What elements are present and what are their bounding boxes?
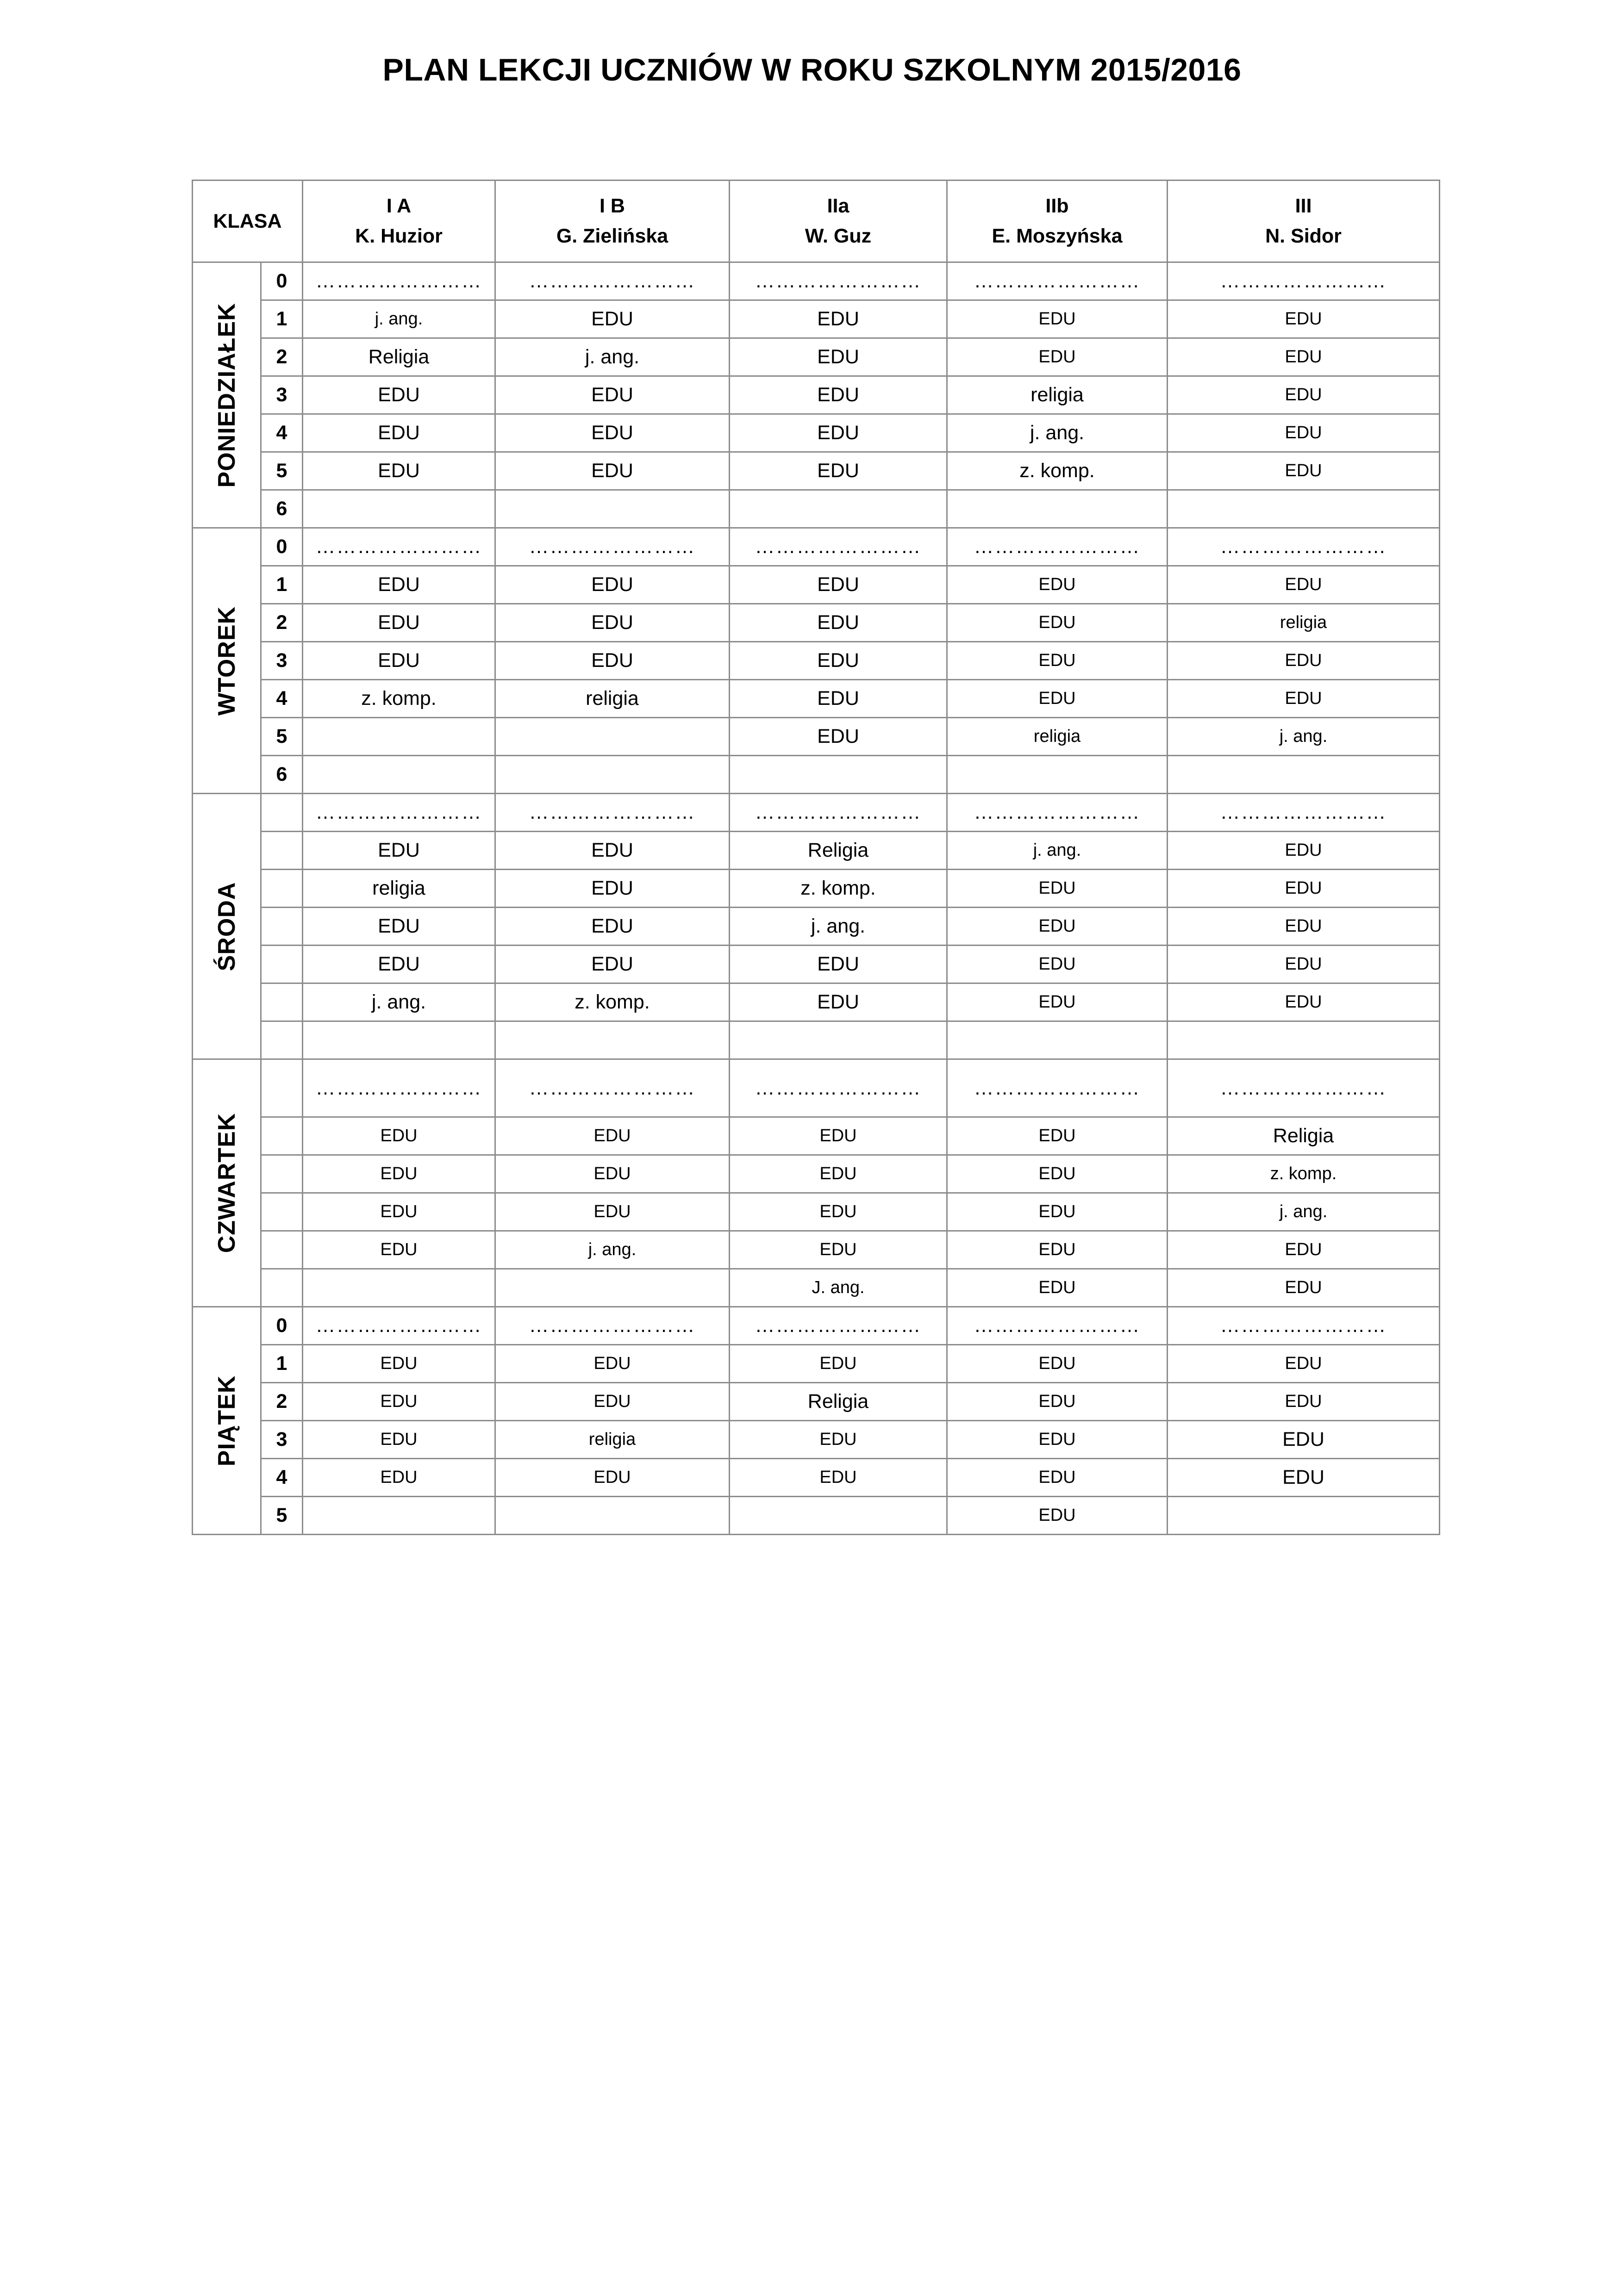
lesson-cell	[1168, 490, 1440, 528]
lesson-cell: EDU	[1168, 376, 1440, 414]
class-name: IIa	[730, 180, 947, 221]
lesson-number	[261, 832, 303, 870]
lesson-cell: EDU	[303, 1421, 495, 1459]
lesson-cell: EDU	[495, 1117, 730, 1155]
day-label: PONIEDZIAŁEK	[213, 302, 240, 488]
schedule-row	[193, 490, 1440, 528]
lesson-cell: EDU	[1168, 452, 1440, 490]
lesson-cell: EDU	[947, 1383, 1168, 1421]
lesson-cell: ……………………	[495, 794, 730, 832]
lesson-cell: EDU	[947, 680, 1168, 718]
lesson-cell	[947, 1021, 1168, 1059]
lesson-cell: EDU	[730, 300, 947, 338]
lesson-cell: EDU	[495, 604, 730, 642]
lesson-number: 4	[261, 680, 303, 718]
lesson-number	[261, 1193, 303, 1231]
lesson-cell: EDU	[495, 376, 730, 414]
lesson-cell: EDU	[947, 300, 1168, 338]
lesson-cell: ……………………	[730, 1059, 947, 1117]
lesson-cell	[730, 1497, 947, 1535]
lesson-number	[261, 1021, 303, 1059]
lesson-cell	[495, 1021, 730, 1059]
lesson-cell	[1168, 756, 1440, 794]
schedule-row	[193, 794, 1440, 832]
lesson-cell: religia	[947, 718, 1168, 756]
lesson-cell: EDU	[495, 946, 730, 983]
lesson-number: 2	[261, 338, 303, 376]
lesson-cell: ……………………	[947, 794, 1168, 832]
lesson-cell: j. ang.	[495, 1231, 730, 1269]
lesson-number: 6	[261, 490, 303, 528]
lesson-cell: EDU	[730, 1345, 947, 1383]
lesson-number: 4	[261, 1459, 303, 1497]
day-cell	[193, 528, 261, 794]
schedule-table	[192, 180, 1440, 1535]
lesson-cell: ……………………	[947, 262, 1168, 300]
lesson-cell: EDU	[1168, 870, 1440, 908]
lesson-cell	[303, 490, 495, 528]
lesson-cell: EDU	[303, 1231, 495, 1269]
lesson-cell: EDU	[947, 1345, 1168, 1383]
lesson-cell: EDU	[1168, 680, 1440, 718]
lesson-cell: religia	[1168, 604, 1440, 642]
lesson-cell: EDU	[730, 376, 947, 414]
schedule-row	[193, 1059, 1440, 1117]
lesson-cell: EDU	[730, 946, 947, 983]
schedule-row	[193, 642, 1440, 680]
lesson-cell	[947, 756, 1168, 794]
day-cell	[193, 794, 261, 1059]
class-name: I A	[303, 180, 495, 221]
lesson-cell: EDU	[947, 1421, 1168, 1459]
lesson-cell: z. komp.	[303, 680, 495, 718]
schedule-row	[193, 756, 1440, 794]
lesson-number	[261, 908, 303, 946]
lesson-cell: EDU	[947, 642, 1168, 680]
lesson-cell: EDU	[1168, 1383, 1440, 1421]
lesson-cell: Religia	[730, 1383, 947, 1421]
lesson-cell: EDU	[1168, 338, 1440, 376]
lesson-number	[261, 946, 303, 983]
lesson-number	[261, 1231, 303, 1269]
lesson-number: 2	[261, 604, 303, 642]
day-label: PIĄTEK	[213, 1375, 240, 1466]
lesson-cell: z. komp.	[730, 870, 947, 908]
lesson-cell: EDU	[303, 566, 495, 604]
lesson-cell: EDU	[303, 1345, 495, 1383]
lesson-number: 1	[261, 1345, 303, 1383]
teacher-name: G. Zielińska	[495, 220, 730, 262]
lesson-cell: EDU	[1168, 1459, 1440, 1497]
schedule-row	[193, 870, 1440, 908]
lesson-cell	[1168, 1021, 1440, 1059]
lesson-cell: EDU	[495, 300, 730, 338]
lesson-cell: ……………………	[1168, 262, 1440, 300]
lesson-number	[261, 983, 303, 1021]
lesson-cell: ……………………	[1168, 1307, 1440, 1345]
lesson-cell: religia	[303, 870, 495, 908]
lesson-cell: Religia	[730, 832, 947, 870]
lesson-cell: EDU	[303, 1155, 495, 1193]
lesson-cell	[303, 1497, 495, 1535]
lesson-cell: EDU	[947, 983, 1168, 1021]
lesson-number: 5	[261, 452, 303, 490]
lesson-number: 0	[261, 1307, 303, 1345]
lesson-cell: EDU	[730, 1459, 947, 1497]
lesson-cell	[730, 1021, 947, 1059]
lesson-number: 5	[261, 1497, 303, 1535]
lesson-cell: EDU	[947, 566, 1168, 604]
lesson-cell: EDU	[947, 1459, 1168, 1497]
lesson-cell: j. ang.	[947, 832, 1168, 870]
lesson-cell: ……………………	[947, 1059, 1168, 1117]
lesson-cell: EDU	[303, 1459, 495, 1497]
lesson-cell: EDU	[1168, 1231, 1440, 1269]
lesson-cell: ……………………	[495, 528, 730, 566]
lesson-number: 3	[261, 642, 303, 680]
teacher-name: K. Huzior	[303, 220, 495, 262]
lesson-cell: ……………………	[303, 1059, 495, 1117]
lesson-cell: EDU	[730, 338, 947, 376]
lesson-cell: religia	[495, 680, 730, 718]
schedule-row	[193, 566, 1440, 604]
lesson-cell: EDU	[730, 1193, 947, 1231]
lesson-number: 4	[261, 414, 303, 452]
lesson-number	[261, 1059, 303, 1117]
lesson-cell: EDU	[730, 452, 947, 490]
schedule-row	[193, 376, 1440, 414]
teacher-name: W. Guz	[730, 220, 947, 262]
lesson-cell: EDU	[303, 1193, 495, 1231]
schedule-row	[193, 832, 1440, 870]
lesson-cell: j. ang.	[730, 908, 947, 946]
schedule-row	[193, 604, 1440, 642]
day-cell	[193, 1059, 261, 1307]
schedule-row	[193, 1021, 1440, 1059]
lesson-cell: EDU	[303, 376, 495, 414]
lesson-cell: EDU	[730, 1155, 947, 1193]
lesson-cell: ……………………	[303, 528, 495, 566]
lesson-cell: ……………………	[303, 1307, 495, 1345]
schedule-row	[193, 300, 1440, 338]
lesson-number: 1	[261, 300, 303, 338]
lesson-cell: EDU	[947, 1231, 1168, 1269]
class-name: IIb	[947, 180, 1168, 221]
day-label: CZWARTEK	[213, 1113, 240, 1253]
lesson-number: 2	[261, 1383, 303, 1421]
lesson-cell: EDU	[303, 832, 495, 870]
lesson-cell: EDU	[1168, 983, 1440, 1021]
lesson-cell: EDU	[303, 1117, 495, 1155]
lesson-cell	[495, 1497, 730, 1535]
lesson-cell: EDU	[495, 1193, 730, 1231]
schedule-row	[193, 452, 1440, 490]
lesson-cell: ……………………	[495, 1307, 730, 1345]
lesson-cell: EDU	[1168, 642, 1440, 680]
schedule-row	[193, 680, 1440, 718]
schedule-row	[193, 1307, 1440, 1345]
schedule-row	[193, 1269, 1440, 1307]
lesson-cell: EDU	[495, 870, 730, 908]
header-row-teachers	[193, 220, 1440, 262]
schedule-row	[193, 908, 1440, 946]
lesson-cell: j. ang.	[947, 414, 1168, 452]
lesson-cell: religia	[947, 376, 1168, 414]
lesson-cell: EDU	[495, 832, 730, 870]
lesson-cell	[730, 490, 947, 528]
lesson-cell: EDU	[303, 452, 495, 490]
lesson-cell: EDU	[730, 414, 947, 452]
schedule-row	[193, 718, 1440, 756]
lesson-cell	[303, 1269, 495, 1307]
lesson-cell	[730, 756, 947, 794]
class-name: III	[1168, 180, 1440, 221]
lesson-cell: EDU	[730, 566, 947, 604]
lesson-cell: EDU	[495, 1459, 730, 1497]
lesson-cell: EDU	[730, 1117, 947, 1155]
lesson-cell: ……………………	[303, 794, 495, 832]
lesson-cell: EDU	[1168, 946, 1440, 983]
schedule-row	[193, 1383, 1440, 1421]
lesson-cell: j. ang.	[1168, 718, 1440, 756]
lesson-cell: EDU	[303, 946, 495, 983]
lesson-cell	[303, 1021, 495, 1059]
lesson-cell: Religia	[1168, 1117, 1440, 1155]
lesson-cell: EDU	[495, 1345, 730, 1383]
day-cell	[193, 1307, 261, 1535]
lesson-cell: ……………………	[730, 1307, 947, 1345]
lesson-cell: EDU	[1168, 1269, 1440, 1307]
schedule-row	[193, 528, 1440, 566]
lesson-cell: ……………………	[947, 1307, 1168, 1345]
lesson-number	[261, 1269, 303, 1307]
teacher-name: E. Moszyńska	[947, 220, 1168, 262]
lesson-cell: j. ang.	[303, 300, 495, 338]
lesson-cell: ……………………	[1168, 528, 1440, 566]
lesson-number: 0	[261, 528, 303, 566]
lesson-cell	[947, 490, 1168, 528]
lesson-cell	[495, 490, 730, 528]
lesson-number	[261, 1155, 303, 1193]
lesson-cell	[303, 756, 495, 794]
schedule-row	[193, 1345, 1440, 1383]
schedule-row	[193, 1421, 1440, 1459]
lesson-cell: z. komp.	[1168, 1155, 1440, 1193]
lesson-cell: EDU	[730, 1421, 947, 1459]
lesson-cell: EDU	[1168, 1345, 1440, 1383]
lesson-number: 5	[261, 718, 303, 756]
header-row-classes	[193, 180, 1440, 221]
lesson-cell: J. ang.	[730, 1269, 947, 1307]
lesson-cell: EDU	[947, 870, 1168, 908]
lesson-cell: EDU	[947, 908, 1168, 946]
lesson-cell: EDU	[947, 1117, 1168, 1155]
lesson-cell: EDU	[495, 1383, 730, 1421]
lesson-number: 6	[261, 756, 303, 794]
lesson-cell: ……………………	[495, 262, 730, 300]
lesson-cell: EDU	[495, 908, 730, 946]
lesson-cell: EDU	[730, 983, 947, 1021]
lesson-cell: ……………………	[303, 262, 495, 300]
day-label: WTOREK	[213, 606, 240, 716]
lesson-cell: EDU	[303, 604, 495, 642]
lesson-cell: ……………………	[495, 1059, 730, 1117]
lesson-cell: EDU	[730, 680, 947, 718]
class-name: I B	[495, 180, 730, 221]
schedule-body	[193, 180, 1440, 1535]
lesson-cell: EDU	[947, 604, 1168, 642]
schedule-row	[193, 1117, 1440, 1155]
lesson-cell: religia	[495, 1421, 730, 1459]
lesson-cell: j. ang.	[303, 983, 495, 1021]
lesson-cell: j. ang.	[495, 338, 730, 376]
lesson-cell: ……………………	[947, 528, 1168, 566]
schedule-row	[193, 983, 1440, 1021]
lesson-cell: EDU	[303, 1383, 495, 1421]
schedule-row	[193, 1231, 1440, 1269]
lesson-number: 0	[261, 262, 303, 300]
lesson-cell: EDU	[1168, 414, 1440, 452]
lesson-cell: EDU	[303, 908, 495, 946]
lesson-cell: EDU	[947, 1193, 1168, 1231]
lesson-cell: EDU	[947, 1155, 1168, 1193]
schedule-row	[193, 338, 1440, 376]
lesson-cell: Religia	[303, 338, 495, 376]
lesson-cell: z. komp.	[947, 452, 1168, 490]
schedule-row	[193, 1459, 1440, 1497]
lesson-cell: EDU	[1168, 300, 1440, 338]
lesson-cell	[495, 718, 730, 756]
lesson-cell: EDU	[730, 718, 947, 756]
lesson-cell: EDU	[1168, 1421, 1440, 1459]
lesson-cell: EDU	[1168, 832, 1440, 870]
lesson-cell: EDU	[303, 642, 495, 680]
lesson-cell: EDU	[730, 1231, 947, 1269]
lesson-cell: EDU	[730, 604, 947, 642]
lesson-cell: EDU	[1168, 566, 1440, 604]
lesson-number	[261, 794, 303, 832]
lesson-cell: EDU	[1168, 908, 1440, 946]
schedule-row	[193, 414, 1440, 452]
lesson-cell: EDU	[947, 946, 1168, 983]
lesson-cell: EDU	[730, 642, 947, 680]
lesson-cell	[495, 756, 730, 794]
lesson-cell: ……………………	[1168, 794, 1440, 832]
lesson-cell	[1168, 1497, 1440, 1535]
lesson-number	[261, 870, 303, 908]
lesson-cell: ……………………	[730, 528, 947, 566]
lesson-number: 1	[261, 566, 303, 604]
lesson-cell: EDU	[495, 566, 730, 604]
lesson-cell: ……………………	[730, 794, 947, 832]
lesson-cell: EDU	[495, 452, 730, 490]
schedule-row	[193, 1497, 1440, 1535]
schedule-row	[193, 1155, 1440, 1193]
lesson-cell: EDU	[947, 1269, 1168, 1307]
schedule-row	[193, 262, 1440, 300]
lesson-cell	[303, 718, 495, 756]
lesson-cell: EDU	[947, 338, 1168, 376]
lesson-cell	[495, 1269, 730, 1307]
lesson-cell: j. ang.	[1168, 1193, 1440, 1231]
lesson-cell: EDU	[495, 414, 730, 452]
lesson-cell: ……………………	[730, 262, 947, 300]
lesson-cell: ……………………	[1168, 1059, 1440, 1117]
klasa-label: KLASA	[193, 180, 303, 262]
lesson-cell: EDU	[947, 1497, 1168, 1535]
day-label: ŚRODA	[213, 882, 240, 971]
lesson-cell: EDU	[495, 642, 730, 680]
lesson-cell: EDU	[495, 1155, 730, 1193]
teacher-name: N. Sidor	[1168, 220, 1440, 262]
lesson-number: 3	[261, 1421, 303, 1459]
lesson-number: 3	[261, 376, 303, 414]
day-cell	[193, 262, 261, 528]
schedule-row	[193, 946, 1440, 983]
lesson-cell: EDU	[303, 414, 495, 452]
lesson-cell: z. komp.	[495, 983, 730, 1021]
lesson-number	[261, 1117, 303, 1155]
page-title: PLAN LEKCJI UCZNIÓW W ROKU SZKOLNYM 2015/2016	[382, 52, 1242, 87]
schedule-row	[193, 1193, 1440, 1231]
